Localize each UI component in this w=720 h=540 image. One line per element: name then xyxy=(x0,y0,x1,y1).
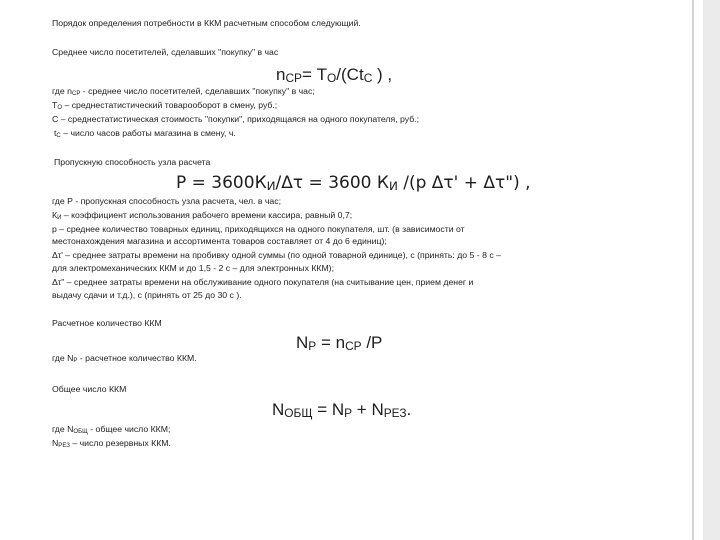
throughput-line-8: выдачу сдачи и т.д.), с (принять от 25 до 30 с ). xyxy=(52,290,242,300)
throughput-formula: $Р = 3600К_И/\Delta\tau = 3600$ $К_И$ /(р Δτ' + Δτ") , xyxy=(176,173,531,193)
throughput-line-7: Δτ" – среднее затраты времени на обслуживание одного покупателя (на считывание цен, прием денег и xyxy=(52,277,474,287)
visitors-line-1: где $n_{СР}$ - среднее число посетителей, сделавших "покупку" в час; xyxy=(52,86,315,97)
throughput-heading: Пропускную способность узла расчета xyxy=(54,157,211,167)
visitors-line-3: С – среднестатистическая стоимость "покупки", приходящаяся на одного покупателя, руб.; xyxy=(52,114,419,124)
total-heading: Общее число ККМ xyxy=(52,384,127,394)
calc-count-line: где $N_Р$ - расчетное количество ККМ. xyxy=(52,353,197,364)
calc-count-formula: $N_Р = n_{СР}$ /Р xyxy=(296,333,383,353)
visitors-line-2: $Т_О$ – среднестатистический товарооборот в смену, руб.; xyxy=(52,100,278,111)
visitors-formula: $n_{СР}= Т_О/(Ct_С$ ) , xyxy=(276,65,393,85)
throughput-line-3: р – среднее количество товарных единиц, приходящихся на одного покупателя, шт. (в зависимости от xyxy=(52,224,465,234)
visitors-heading: Среднее число посетителей, сделавших "покупку" в час xyxy=(52,47,279,57)
visitors-line-4: $t_С$ – число часов работы магазина в смену, ч. xyxy=(54,128,236,139)
throughput-line-6: для электромеханических ККМ и до 1,5 - 2 с – для электронных ККМ); xyxy=(52,263,334,273)
decorative-side-bar xyxy=(703,0,720,540)
throughput-line-4: местонахождения магазина и ассортимента товаров составляет от 4 до 6 единиц); xyxy=(52,236,387,246)
throughput-line-1: где Р - пропускная способность узла расчета, чел. в час; xyxy=(52,196,282,206)
intro-text: Порядок определения потребности в ККМ расчетным способом следующий. xyxy=(52,18,361,28)
total-line-1: где $N_{ОБЩ}$ - общее число ККМ; xyxy=(52,424,171,435)
throughput-line-5: Δτ' – среднее затраты времени на пробивку одной суммы (по одной товарной единице), с (принять: до 5 - 8 с – xyxy=(52,250,501,260)
throughput-line-2: $К_И$ – коэффициент использования рабочего времени кассира, равный 0,7; xyxy=(52,210,353,221)
calc-count-heading: Расчетное количество ККМ xyxy=(52,318,162,328)
total-formula: $N_{ОБЩ} = N_Р + N_{РЕЗ}$. xyxy=(272,400,412,420)
decorative-line xyxy=(692,0,694,540)
total-line-2: $N_{РЕЗ}$ – число резервных ККМ. xyxy=(52,438,171,449)
